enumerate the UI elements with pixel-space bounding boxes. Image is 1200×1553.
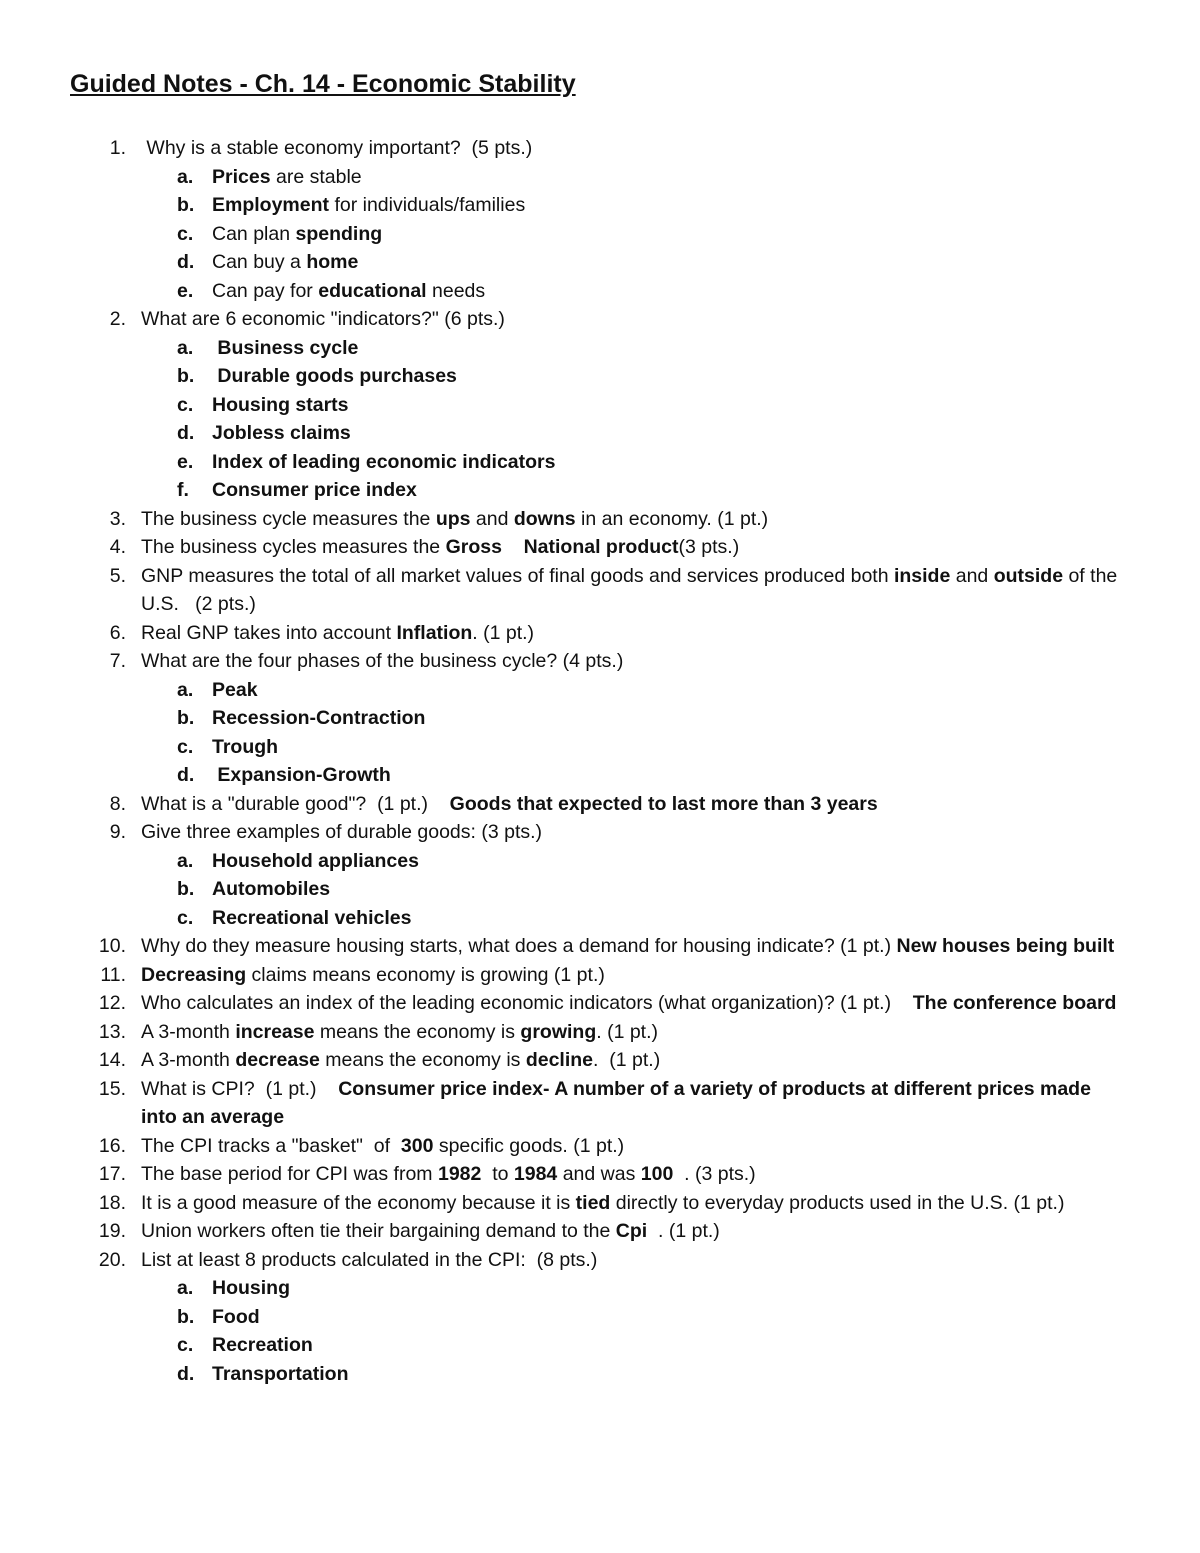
- answer-line: [212, 166, 362, 188]
- answer-text: Transportation: [212, 1362, 349, 1385]
- question-text: Why is a stable economy important? (5 pts.): [141, 137, 533, 159]
- question-item: [0, 505, 1200, 534]
- question-text: are stable: [270, 165, 362, 188]
- question-text: The base period for CPI was from: [141, 1163, 438, 1185]
- question-text: A 3-month: [141, 1020, 236, 1043]
- answer-item: [141, 476, 1130, 505]
- answer-item: [141, 220, 1130, 249]
- answer-line: [212, 764, 391, 786]
- question-text: to: [481, 1163, 514, 1185]
- question-text: . (1 pt.): [647, 1220, 720, 1242]
- question-item: [0, 989, 1200, 1018]
- question-line: [141, 935, 1114, 957]
- question-item: [0, 961, 1200, 990]
- answer-item: [141, 163, 1130, 192]
- answer-line: [212, 422, 351, 444]
- answer-letter: c.: [177, 1334, 194, 1356]
- answer-line: [212, 736, 278, 758]
- question-text: and: [470, 507, 514, 530]
- question-text: GNP measures the total of all market values of final goods and services produced both: [141, 564, 894, 587]
- question-number: 18.: [98, 1191, 126, 1214]
- answer-item: [141, 391, 1130, 420]
- answer-letter: b.: [177, 194, 195, 216]
- question-item: [0, 1217, 1200, 1246]
- question-item: [0, 818, 1200, 932]
- answer-text: Housing: [212, 1277, 290, 1299]
- question-text: Give three examples of durable goods: (3 pts.): [141, 821, 543, 843]
- question-item: [0, 1075, 1200, 1132]
- answer-line: [212, 280, 485, 302]
- answer-letter: a.: [177, 165, 194, 188]
- answer-letter: f.: [177, 479, 189, 501]
- answer-text: Durable goods purchases: [212, 365, 457, 387]
- question-number: 1.: [109, 137, 126, 159]
- answer-item: [141, 1303, 1130, 1332]
- question-line: [141, 1220, 720, 1242]
- answer-item: [141, 448, 1130, 477]
- answer-text: Prices: [212, 165, 271, 188]
- answer-item: [141, 761, 1130, 790]
- question-text: Can plan: [212, 222, 296, 245]
- answer-text: The conference board: [912, 992, 1117, 1014]
- page-title: Guided Notes - Ch. 14 - Economic Stability: [70, 70, 576, 98]
- answer-text: ups: [435, 507, 471, 530]
- answer-item: [141, 191, 1130, 220]
- question-text: What are the four phases of the business cycle? (4 pts.): [141, 650, 624, 672]
- question-text: It is a good measure of the economy because it is: [141, 1191, 576, 1214]
- question-item: [0, 533, 1200, 562]
- answer-line: [212, 451, 555, 473]
- question-line: [141, 992, 1116, 1014]
- question-text: What is CPI? (1 pt.): [141, 1077, 339, 1100]
- answer-item: [141, 248, 1130, 277]
- answer-item: [141, 847, 1130, 876]
- question-text: and was: [557, 1163, 641, 1185]
- question-text: Who calculates an index of the leading economic indicators (what organization)? (1 pt.): [141, 992, 913, 1014]
- question-item: [0, 1132, 1200, 1161]
- answer-text: tied: [575, 1191, 611, 1214]
- answer-text: inside: [893, 564, 951, 587]
- question-text: What is a "durable good"? (1 pt.): [141, 792, 450, 815]
- question-line: [141, 650, 623, 672]
- answer-text: growing: [520, 1020, 597, 1043]
- question-text: means the economy is: [319, 1049, 526, 1071]
- answer-letter: a.: [177, 849, 194, 872]
- answer-text: Jobless claims: [212, 422, 351, 444]
- question-number: 6.: [109, 621, 126, 644]
- question-number: 3.: [109, 507, 126, 530]
- question-number: 11.: [100, 963, 126, 986]
- question-text: What are 6 economic "indicators?" (6 pts.): [141, 308, 505, 330]
- question-line: [141, 821, 542, 843]
- question-text: The business cycle measures the: [141, 507, 436, 530]
- answer-line: [212, 1334, 313, 1356]
- answer-text: Employment: [212, 194, 330, 216]
- question-text: . (1 pt.): [596, 1020, 659, 1043]
- answer-text: Recreation: [212, 1334, 313, 1356]
- answer-text: Goods that expected to last more than 3 years: [449, 792, 878, 815]
- answer-letter: d.: [177, 1362, 195, 1385]
- answer-letter: a.: [177, 678, 194, 701]
- question-text: The CPI tracks a "basket" of: [141, 1134, 401, 1157]
- question-text: and: [950, 564, 994, 587]
- answer-item: [141, 704, 1130, 733]
- answer-text: New houses being built: [896, 935, 1115, 957]
- question-text: in an economy. (1 pt.): [575, 507, 769, 530]
- answer-text: Business cycle: [212, 336, 359, 359]
- question-item: [0, 1246, 1200, 1389]
- question-list: [0, 134, 1200, 1388]
- question-number: 14.: [98, 1049, 126, 1071]
- question-number: 16.: [98, 1134, 126, 1157]
- answer-text: Trough: [212, 735, 279, 758]
- question-text: directly to everyday products used in the U.S. (1 pt.): [610, 1191, 1065, 1214]
- answer-list: [141, 163, 1130, 306]
- question-line: [141, 565, 1123, 616]
- answer-text: Housing starts: [212, 393, 349, 416]
- answer-letter: c.: [177, 222, 194, 245]
- question-text: for individuals/families: [329, 194, 526, 216]
- question-number: 7.: [109, 650, 126, 672]
- question-text: A 3-month: [141, 1049, 236, 1071]
- answer-list: [141, 847, 1130, 933]
- answer-text: Recreational vehicles: [212, 906, 412, 929]
- answer-text: home: [306, 251, 359, 273]
- answer-letter: d.: [177, 422, 195, 444]
- question-text: Union workers often tie their bargaining demand to the: [141, 1220, 616, 1242]
- answer-line: [212, 194, 525, 216]
- question-item: [0, 1160, 1200, 1189]
- question-line: [141, 536, 739, 558]
- question-line: [141, 622, 534, 644]
- answer-text: spending: [295, 222, 383, 245]
- question-text: . (3 pts.): [673, 1163, 756, 1185]
- question-line: [141, 964, 605, 986]
- answer-text: Consumer price index- A number of a variety of products at different prices made into an average: [141, 1077, 1097, 1128]
- question-line: [141, 137, 532, 159]
- answer-item: [141, 733, 1130, 762]
- answer-text: Household appliances: [212, 849, 419, 872]
- answer-letter: d.: [177, 764, 195, 786]
- answer-line: [212, 337, 358, 359]
- question-text: means the economy is: [314, 1020, 521, 1043]
- answer-text: 1982: [437, 1163, 482, 1185]
- question-text: Can buy a: [212, 251, 307, 273]
- question-item: [0, 647, 1200, 790]
- question-text: Can pay for: [212, 279, 319, 302]
- answer-item: [141, 1360, 1130, 1389]
- answer-text: educational: [318, 279, 427, 302]
- question-text: . (1 pt.): [593, 1049, 661, 1071]
- question-item: [0, 305, 1200, 505]
- answer-line: [212, 679, 258, 701]
- question-line: [141, 1078, 1096, 1129]
- question-number: 8.: [109, 792, 126, 815]
- answer-letter: c.: [177, 393, 194, 416]
- answer-line: [212, 365, 457, 387]
- question-item: [0, 932, 1200, 961]
- question-item: [0, 562, 1200, 619]
- answer-text: downs: [513, 507, 576, 530]
- answer-line: [212, 394, 349, 416]
- answer-letter: a.: [177, 336, 194, 359]
- answer-item: [141, 277, 1130, 306]
- question-item: [0, 1189, 1200, 1218]
- question-text: List at least 8 products calculated in the CPI: (8 pts.): [141, 1248, 598, 1271]
- answer-item: [141, 419, 1130, 448]
- answer-text: Gross National product: [445, 536, 679, 558]
- answer-text: Food: [212, 1305, 260, 1328]
- question-text: (3 pts.): [678, 536, 740, 558]
- answer-letter: a.: [177, 1277, 194, 1299]
- question-number: 13.: [98, 1020, 126, 1043]
- answer-line: [212, 1306, 260, 1328]
- question-item: [0, 1018, 1200, 1047]
- answer-text: Peak: [212, 678, 258, 701]
- question-item: [0, 790, 1200, 819]
- question-text: specific goods. (1 pt.): [433, 1134, 625, 1157]
- question-text: The business cycles measures the: [141, 536, 446, 558]
- answer-line: [212, 251, 358, 273]
- answer-item: [141, 1331, 1130, 1360]
- answer-letter: c.: [177, 735, 194, 758]
- question-line: [141, 1163, 756, 1185]
- answer-line: [212, 479, 417, 501]
- answer-line: [212, 850, 419, 872]
- answer-letter: e.: [177, 279, 194, 302]
- answer-letter: b.: [177, 707, 195, 729]
- question-text: . (1 pt.): [472, 621, 535, 644]
- question-line: [141, 793, 878, 815]
- answer-text: Expansion-Growth: [212, 764, 391, 786]
- answer-letter: d.: [177, 251, 195, 273]
- answer-line: [212, 1277, 290, 1299]
- answer-list: [141, 676, 1130, 790]
- answer-letter: c.: [177, 906, 194, 929]
- question-text: Real GNP takes into account: [141, 621, 397, 644]
- answer-text: decline: [525, 1049, 594, 1071]
- answer-item: [141, 904, 1130, 933]
- answer-text: Automobiles: [212, 878, 331, 900]
- answer-letter: b.: [177, 1305, 195, 1328]
- answer-list: [141, 1274, 1130, 1388]
- question-number: 2.: [109, 308, 126, 330]
- answer-text: outside: [993, 564, 1064, 587]
- question-number: 12.: [98, 992, 126, 1014]
- answer-item: [141, 362, 1130, 391]
- question-line: [141, 1192, 1064, 1214]
- question-line: [141, 308, 505, 330]
- answer-text: Recession-Contraction: [212, 707, 426, 729]
- answer-line: [212, 1363, 349, 1385]
- question-line: [141, 1049, 660, 1071]
- question-line: [141, 508, 768, 530]
- question-text: of the U.S. (2 pts.): [141, 564, 1123, 615]
- answer-text: Consumer price index: [212, 479, 417, 501]
- question-line: [141, 1135, 624, 1157]
- answer-text: 300: [400, 1134, 434, 1157]
- question-item: [0, 619, 1200, 648]
- question-number: 15.: [98, 1077, 126, 1100]
- answer-text: Cpi: [615, 1220, 648, 1242]
- question-item: [0, 1046, 1200, 1075]
- question-text: claims means economy is growing (1 pt.): [246, 963, 605, 986]
- answer-letter: b.: [177, 365, 195, 387]
- question-number: 20.: [98, 1248, 126, 1271]
- answer-text: decrease: [235, 1049, 320, 1071]
- answer-letter: b.: [177, 878, 195, 900]
- answer-line: [212, 907, 411, 929]
- answer-list: [141, 334, 1130, 505]
- question-number: 4.: [109, 536, 126, 558]
- answer-line: [212, 223, 382, 245]
- answer-item: [141, 334, 1130, 363]
- question-number: 9.: [109, 821, 126, 843]
- answer-text: 100: [640, 1163, 674, 1185]
- answer-text: Index of leading economic indicators: [212, 450, 556, 473]
- answer-letter: e.: [177, 450, 194, 473]
- question-line: [141, 1249, 597, 1271]
- answer-item: [141, 676, 1130, 705]
- question-text: Why do they measure housing starts, what does a demand for housing indicate? (1 pt.): [141, 935, 897, 957]
- answer-text: increase: [235, 1020, 315, 1043]
- question-item: [0, 134, 1200, 305]
- question-line: [141, 1021, 658, 1043]
- question-number: 5.: [109, 564, 126, 587]
- answer-line: [212, 707, 425, 729]
- answer-text: 1984: [513, 1163, 558, 1185]
- answer-text: Inflation: [396, 621, 473, 644]
- question-number: 17.: [98, 1163, 126, 1185]
- answer-text: Decreasing: [141, 963, 247, 986]
- question-text: needs: [426, 279, 486, 302]
- question-number: 19.: [98, 1220, 126, 1242]
- answer-item: [141, 875, 1130, 904]
- question-number: 10.: [98, 935, 126, 957]
- answer-line: [212, 878, 330, 900]
- answer-item: [141, 1274, 1130, 1303]
